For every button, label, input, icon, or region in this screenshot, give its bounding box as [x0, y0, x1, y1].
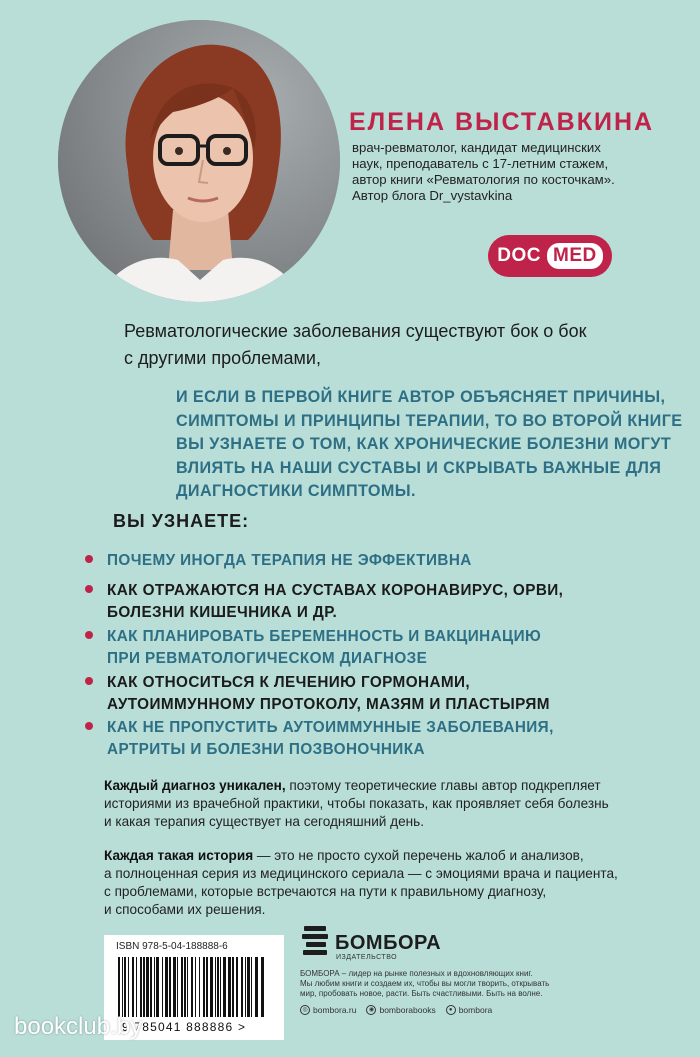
barcode-bar	[128, 957, 129, 1017]
barcode-bar	[132, 957, 134, 1017]
publisher-subtitle: ИЗДАТЕЛЬСТВО	[336, 954, 398, 961]
portrait-illustration	[58, 20, 340, 302]
barcode-bar	[236, 957, 238, 1017]
publisher-links	[300, 1005, 492, 1015]
barcode-bar	[199, 957, 200, 1017]
learn-title: ВЫ УЗНАЕТЕ:	[113, 511, 250, 531]
barcode-bar	[210, 957, 213, 1017]
barcode-bar	[261, 957, 264, 1017]
docmed-logo	[488, 235, 612, 277]
barcode-bar	[136, 957, 137, 1017]
barcode-bar	[223, 957, 226, 1017]
intro-body-line: СИМПТОМЫ И ПРИНЦИПЫ ТЕРАПИИ, ТО ВО ВТОРОЙ КНИГЕ	[176, 411, 683, 430]
paragraph-line	[104, 777, 684, 795]
barcode-bar	[241, 957, 243, 1017]
publisher-link-label: bomborabooks	[379, 1005, 436, 1015]
barcode-digits: 9 785041 888886 >	[122, 1020, 247, 1034]
isbn-label: ISBN 978-5-04-188888-6	[116, 941, 228, 952]
barcode-bar	[140, 957, 142, 1017]
barcode-bar	[124, 957, 126, 1017]
barcode-bar	[181, 957, 183, 1017]
paragraph-line: а полноценная серия из медицинского сериала — с эмоциями врача и пациента,	[104, 866, 618, 881]
paragraph-text: — это не просто сухой перечень жалоб и анализов,	[253, 848, 584, 863]
learn-item-line: КАК НЕ ПРОПУСТИТЬ АУТОИММУННЫЕ ЗАБОЛЕВАНИЯ,	[107, 719, 554, 736]
barcode-bar	[122, 957, 123, 1017]
publisher-description-line: мир, пробовать новое, расти. Быть счастливыми. Быть на волне.	[300, 989, 543, 998]
barcode-bar	[169, 957, 171, 1017]
bullet-dot-icon	[85, 677, 93, 685]
description-paragraph-2	[104, 847, 684, 919]
barcode-bar	[228, 957, 231, 1017]
barcode-bar	[247, 957, 250, 1017]
learn-item-line: АРТРИТЫ И БОЛЕЗНИ ПОЗВОНОЧНИКА	[107, 740, 425, 758]
barcode-bar	[165, 957, 168, 1017]
barcode-bar	[177, 957, 178, 1017]
learn-item-line: КАК ОТНОСИТЬСЯ К ЛЕЧЕНИЮ ГОРМОНАМИ,	[107, 674, 471, 691]
barcode-icon	[116, 957, 272, 1019]
publisher-description-line: Мы любим книги и создаем их, чтобы вы могли творить, открывать	[300, 979, 550, 988]
barcode-bar	[154, 957, 155, 1017]
barcode-bar	[195, 957, 196, 1017]
publisher-description	[300, 969, 660, 999]
bullet-dot-icon	[85, 631, 93, 639]
learn-item-line: БОЛЕЗНИ КИШЕЧНИКА И ДР.	[107, 603, 338, 621]
author-bio-line: автор книги «Ревматология по косточкам».	[352, 172, 615, 187]
barcode-bar	[184, 957, 186, 1017]
intro-body-line: ВЫ УЗНАЕТЕ О ТОМ, КАК ХРОНИЧЕСКИЕ БОЛЕЗНИ МОГУТ	[176, 435, 672, 453]
globe-icon: ◎	[300, 1005, 310, 1015]
barcode-bar	[217, 957, 219, 1017]
learn-item-line: КАК ПЛАНИРОВАТЬ БЕРЕМЕННОСТЬ И ВАКЦИНАЦИЮ	[107, 628, 542, 645]
docmed-logo-left: DOC	[497, 245, 541, 266]
learn-item-text	[107, 580, 563, 623]
learn-item-line: ПОЧЕМУ ИНОГДА ТЕРАПИЯ НЕ ЭФФЕКТИВНА	[107, 552, 472, 569]
paragraph-text: поэтому теоретические главы автор подкрепляет	[285, 778, 601, 793]
learn-item-text	[107, 550, 472, 572]
barcode-bar	[191, 957, 193, 1017]
bombora-logo-icon	[300, 920, 330, 966]
learn-item-line: ПРИ РЕВМАТОЛОГИЧЕСКОМ ДИАГНОЗЕ	[107, 649, 428, 667]
paragraph-bold-lead: Каждая такая история	[104, 848, 254, 863]
barcode-bar	[162, 957, 163, 1017]
barcode-bar	[215, 957, 216, 1017]
author-bio-line: наук, преподаватель с 17-летним стажем,	[352, 156, 609, 171]
barcode-bar	[206, 957, 208, 1017]
publisher-link-social[interactable]	[446, 1005, 493, 1015]
barcode-bar	[156, 957, 159, 1017]
paragraph-line: и способами их решения.	[104, 902, 266, 917]
bullet-dot-icon	[85, 722, 93, 730]
publisher-description-line: БОМБОРА – лидер на рынке полезных и вдохновляющих книг.	[300, 969, 533, 978]
paragraph-bold-lead: Каждый диагноз уникален,	[104, 778, 286, 793]
barcode-bar	[255, 957, 258, 1017]
barcode-bar	[251, 957, 252, 1017]
intro-lead-line: Ревматологические заболевания существуют бок о бок	[124, 321, 587, 341]
author-bio-line: врач-ревматолог, кандидат медицинских	[352, 140, 601, 155]
publisher-link-label: bombora	[458, 1005, 493, 1015]
bullet-dot-icon	[85, 555, 93, 563]
publisher-link-instagram[interactable]	[366, 1005, 435, 1015]
barcode-bar	[118, 957, 120, 1017]
author-bio-line: Автор блога Dr_vystavkina	[352, 188, 513, 203]
barcode-bar	[187, 957, 188, 1017]
intro-body-line: И ЕСЛИ В ПЕРВОЙ КНИГЕ АВТОР ОБЪЯСНЯЕТ ПРИЧИНЫ,	[176, 388, 666, 406]
intro-body-line: ВЛИЯТЬ НА НАШИ СУСТАВЫ И СКРЫВАТЬ ВАЖНЫЕ ДЛЯ	[176, 458, 662, 477]
learn-item-text	[107, 717, 554, 760]
intro-body-line: ДИАГНОСТИКИ СИМПТОМЫ.	[176, 482, 416, 500]
barcode-bar	[173, 957, 176, 1017]
publisher-link-site[interactable]	[300, 1005, 356, 1015]
description-paragraph-1	[104, 777, 684, 831]
watermark: bookclub.by	[14, 1013, 143, 1040]
barcode-bar	[203, 957, 205, 1017]
barcode-bar	[245, 957, 246, 1017]
barcode-bar	[232, 957, 234, 1017]
paragraph-line: историями из врачебной практики, чтобы показать, как проявляет себя болезнь	[104, 796, 609, 811]
author-name: ЕЛЕНА ВЫСТАВКИНА	[349, 108, 655, 136]
learn-item-line: АУТОИММУННОМУ ПРОТОКОЛУ, МАЗЯМ И ПЛАСТЫРЯМ	[107, 695, 550, 713]
author-bio	[352, 140, 682, 204]
learn-item-text	[107, 672, 550, 715]
publisher-name: БОМБОРА	[335, 932, 442, 954]
paragraph-line: с проблемами, которые встречаются на пути к правильному диагнозу,	[104, 884, 547, 899]
learn-item-text	[107, 626, 541, 669]
bullet-dot-icon	[85, 585, 93, 593]
paragraph-line: и какая терапия существует на сегодняшний день.	[104, 814, 425, 829]
publisher-link-label: bombora.ru	[313, 1005, 357, 1015]
intro-lead-line: с другими проблемами,	[124, 348, 321, 368]
intro-lead	[124, 318, 644, 372]
barcode-bar	[146, 957, 149, 1017]
learn-item-line: КАК ОТРАЖАЮТСЯ НА СУСТАВАХ КОРОНАВИРУС, ОРВИ,	[107, 582, 564, 599]
social-icon: ●	[446, 1005, 456, 1015]
barcode-bar	[220, 957, 221, 1017]
paragraph-line	[104, 847, 684, 865]
barcode-bar	[143, 957, 145, 1017]
instagram-icon: ◉	[366, 1005, 376, 1015]
docmed-logo-right: MED	[547, 243, 603, 269]
barcode-bar	[150, 957, 152, 1017]
author-portrait	[58, 20, 340, 302]
intro-body	[176, 386, 683, 504]
